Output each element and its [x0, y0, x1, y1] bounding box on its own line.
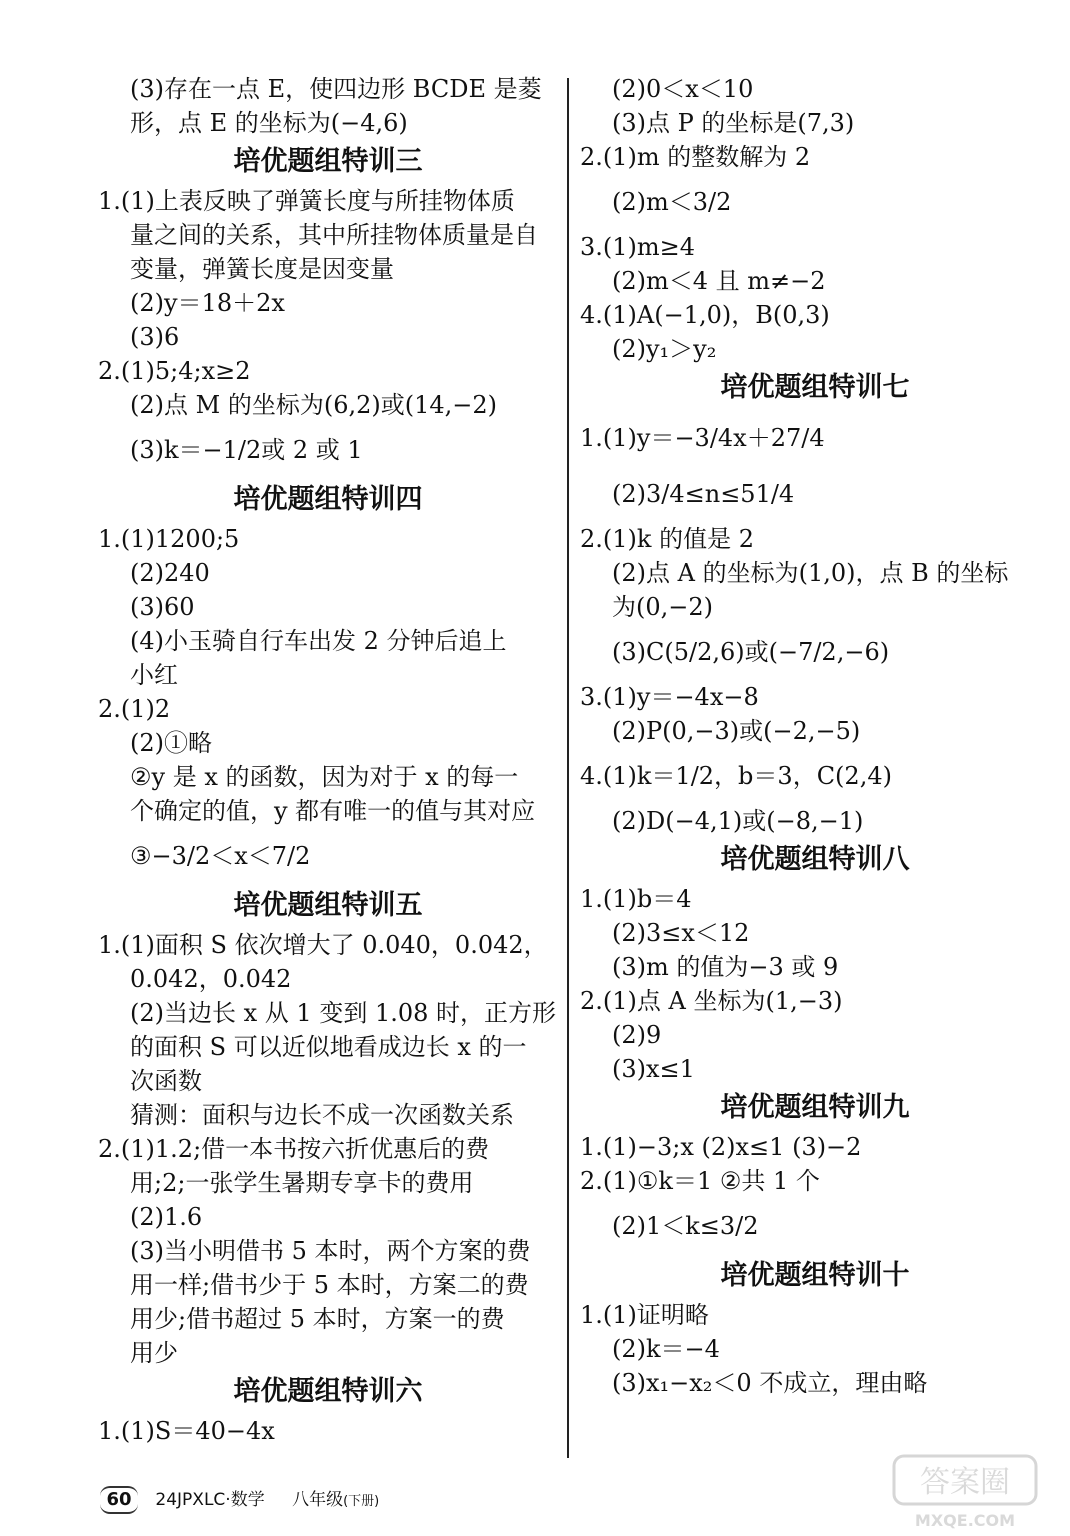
- answer-line: 2.(1)2: [98, 695, 171, 723]
- watermark-top-text: 答案圈: [920, 1465, 1010, 1500]
- answer-line: (3)k＝−1/2或 2 或 1: [130, 436, 363, 464]
- answer-line: 2.(1)k 的值是 2: [580, 525, 754, 553]
- section-heading: 培优题组特训七: [720, 372, 910, 403]
- column-divider: [567, 78, 569, 1458]
- answer-line: 形，点 E 的坐标为(−4,6): [130, 109, 408, 137]
- watermark-logo: [890, 1452, 1040, 1532]
- answer-line: 1.(1)上表反映了弹簧长度与所挂物体质: [98, 187, 515, 215]
- answer-line: 3.(1)m≥4: [580, 233, 696, 261]
- answer-line: (3)6: [130, 323, 180, 351]
- answer-line: 用;2;一张学生暑期专享卡的费用: [130, 1169, 474, 1197]
- answer-line: (2)点 M 的坐标为(6,2)或(14,−2): [130, 391, 497, 419]
- answer-line: 1.(1)y＝−3/4x＋27/4: [580, 424, 825, 452]
- answer-line: (3)当小明借书 5 本时，两个方案的费: [130, 1237, 531, 1265]
- page-footer: [100, 1480, 379, 1520]
- answer-line: (3)m 的值为−3 或 9: [612, 953, 839, 981]
- answer-line: (3)x₁−x₂＜0 不成立，理由略: [612, 1369, 928, 1397]
- answer-line: (2)240: [130, 559, 210, 587]
- page-number: 60: [100, 1486, 138, 1514]
- answer-line: 0.042，0.042: [130, 965, 292, 993]
- section-heading: 培优题组特训三: [233, 146, 423, 177]
- answer-line: 2.(1)①k＝1 ②共 1 个: [580, 1167, 820, 1195]
- answer-line: (3)C(5/2,6)或(−7/2,−6): [612, 638, 890, 666]
- answer-line: (2)1.6: [130, 1203, 203, 1231]
- answer-line: 2.(1)5;4;x≥2: [98, 357, 251, 385]
- answer-line: 3.(1)y＝−4x−8: [580, 683, 759, 711]
- answer-line: 4.(1)k＝1/2，b＝3，C(2,4): [580, 762, 892, 790]
- answer-line: (2)P(0,−3)或(−2,−5): [612, 717, 861, 745]
- answer-line: 小红: [130, 661, 178, 689]
- section-heading: 培优题组特训四: [233, 484, 423, 515]
- answer-line: (3)60: [130, 593, 195, 621]
- answer-line: 1.(1)1200;5: [98, 525, 240, 553]
- answer-line: 4.(1)A(−1,0)，B(0,3): [580, 301, 830, 329]
- answer-line: 为(0,−2): [612, 593, 714, 621]
- answer-line: (2)y＝18＋2x: [130, 289, 285, 317]
- answer-line: 用少: [130, 1339, 178, 1367]
- answer-line: (3)点 P 的坐标是(7,3): [612, 109, 855, 137]
- answer-line: (3)x≤1: [612, 1055, 695, 1083]
- answer-line: (2)当边长 x 从 1 变到 1.08 时，正方形: [130, 999, 557, 1027]
- answer-line: (4)小玉骑自行车出发 2 分钟后追上: [130, 627, 507, 655]
- answer-line: 次函数: [130, 1067, 202, 1095]
- answer-line: (2)①略: [130, 729, 212, 757]
- section-heading: 培优题组特训六: [233, 1376, 423, 1407]
- answer-line: 1.(1)−3;x (2)x≤1 (3)−2: [580, 1133, 862, 1161]
- section-heading: 培优题组特训九: [720, 1092, 910, 1123]
- left-column: [98, 72, 558, 1448]
- answer-line: ③−3/2＜x＜7/2: [130, 842, 311, 870]
- answer-line: 用一样;借书少于 5 本时，方案二的费: [130, 1271, 529, 1299]
- section-heading: 培优题组特训八: [720, 844, 910, 875]
- answer-line: (2)y₁＞y₂: [612, 335, 717, 363]
- answer-line: (2)点 A 的坐标为(1,0)，点 B 的坐标: [612, 559, 1009, 587]
- answer-line: 的面积 S 可以近似地看成边长 x 的一: [130, 1033, 527, 1061]
- answer-line: (2)D(−4,1)或(−8,−1): [612, 807, 864, 835]
- answer-line: (2)3/4≤n≤51/4: [612, 480, 795, 508]
- book-code: 24JPXLC·数学: [155, 1490, 265, 1510]
- right-column: [580, 72, 1050, 1400]
- answer-line: 变量，弹簧长度是因变量: [130, 255, 394, 283]
- answer-line: 猜测：面积与边长不成一次函数关系: [130, 1101, 514, 1129]
- answer-line: ②y 是 x 的函数，因为对于 x 的每一: [130, 763, 519, 791]
- watermark-bottom-text: MXQE.COM: [914, 1511, 1016, 1530]
- answer-line: 2.(1)m 的整数解为 2: [580, 143, 811, 171]
- answer-line: (2)m＜3/2: [612, 188, 732, 216]
- answer-line: (2)9: [612, 1021, 662, 1049]
- answer-line: (2)3≤x＜12: [612, 919, 750, 947]
- answer-line: 量之间的关系，其中所挂物体质量是自: [130, 221, 538, 249]
- answer-line: 个确定的值，y 都有唯一的值与其对应: [130, 797, 536, 825]
- answer-line: (3)存在一点 E，使四边形 BCDE 是菱: [130, 75, 542, 103]
- grade-label: 八年级: [292, 1490, 344, 1510]
- answer-line: 用少;借书超过 5 本时，方案一的费: [130, 1305, 505, 1333]
- answer-line: 2.(1)1.2;借一本书按六折优惠后的费: [98, 1135, 490, 1163]
- section-heading: 培优题组特训十: [720, 1260, 910, 1291]
- answer-line: (2)m＜4 且 m≠−2: [612, 267, 826, 295]
- answer-line: 1.(1)面积 S 依次增大了 0.040，0.042，: [98, 931, 548, 959]
- answer-line: (2)k＝−4: [612, 1335, 720, 1363]
- answer-line: 1.(1)证明略: [580, 1301, 709, 1329]
- answer-line: 1.(1)b＝4: [580, 885, 692, 913]
- answer-line: (2)0＜x＜10: [612, 75, 754, 103]
- answer-line: 2.(1)点 A 坐标为(1,−3): [580, 987, 843, 1015]
- volume-label: (下册): [343, 1494, 380, 1509]
- answer-line: (2)1＜k≤3/2: [612, 1212, 759, 1240]
- section-heading: 培优题组特训五: [233, 890, 423, 921]
- answer-line: 1.(1)S＝40−4x: [98, 1417, 275, 1445]
